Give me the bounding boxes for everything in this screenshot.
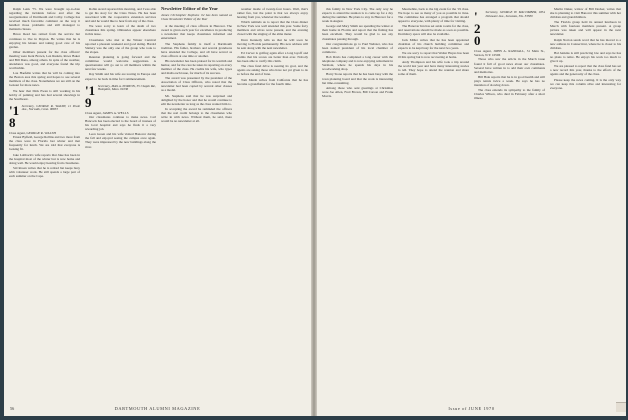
paragraph: The Stephens family is itself a Dartmouth tradition. His father, brothers and several grandsons have attended the College, and all have served as class officers at one time or another. <box>161 41 232 58</box>
right-column-1 <box>322 7 393 391</box>
class-heading <box>85 82 156 110</box>
paragraph: His newsletter has been praised for its warmth and humor, and for the care he takes in reporting on every member of the class. He credits his wife, who types and mails each issue, for much of its success. <box>161 58 232 76</box>
article-subheading: James Christopher Stephens '22 has been named as Class Newsletter Editor of the Year <box>161 13 232 22</box>
article-heading: Newsletter Editor of the Year <box>161 7 219 11</box>
class-secretary: Secretary, MAX A. NORTON, 55 Chapin Rd., Hampden, Mass. 01036 <box>97 83 156 92</box>
paragraph: George and Mary Smith are spending the winter at their home in Florida and report that the fishing has been excellent. They would be glad to see any classmates passing through. <box>322 24 393 41</box>
paragraph: Jack Miller writes that he has been appointed chairman of his church building committee and expects to be kept busy for the next two years. <box>398 37 469 50</box>
paragraph: Those who saw the article in the March issue found it full of good news about our classmates. Several have written in to add their own comments and memories. <box>474 57 545 74</box>
paragraph: this family in New York City. The only way he expects to attend the reunion is to come up for a day during the summer. He plans to stay in Hanover for a week in August. <box>322 7 393 24</box>
right-page <box>317 2 626 416</box>
paragraph: Sid Rosen writes that he is retired but keeps busy with volunteer work. He still spends a large part of each summer on the Cape. <box>9 165 80 179</box>
paragraph: Mr. Stephens said that he was surprised and delighted by the honor and that he would continue to edit the newsletter as long as the class wanted him to. <box>161 93 232 106</box>
class-year: '20 <box>474 9 481 48</box>
class-agent: Class Agent, JAMES A. WELLS <box>85 110 129 115</box>
left-page <box>4 2 311 416</box>
right-column-3 <box>474 7 545 391</box>
footer-left: DARTMOUTH ALUMNI MAGAZINE <box>114 406 201 411</box>
paragraph: Our congratulations go to Paul Webster, who has been named president of his local chamber of commerce. <box>322 41 393 54</box>
paragraph: weather inside of twenty-four hours. Well, that's rather fun, but the point is that we always enjoy hearing from you, whatever the weather. <box>237 7 308 20</box>
paragraph: Ed Carver is golfing again after a long layoff and claims that his scores are better than ever. Nobody has been able to verify this claim. <box>237 51 308 64</box>
left-column-4 <box>237 7 308 391</box>
class-secretary: Secretary, GEORGE R. WALSH, 11 Peale Ave., Norwalk, Conn. 06853 <box>21 103 80 112</box>
class-heading <box>9 102 80 130</box>
paragraph: The class extends its sympathy to the family of Charles Wilson, who died in February after a short illness. <box>474 88 545 101</box>
right-column-2 <box>398 7 469 391</box>
paragraph: The Florida group held its annual luncheon in March with fourteen members present. A group picture was taken and will appear in the next newsletter. <box>550 20 621 37</box>
paragraph: Which reminds us to report that the Class dinner in New York was well attended this year. Some forty members and wives were present, and the evening closed with the singing of the alma mater. <box>237 20 308 37</box>
paragraph: Among those who sent greetings at Christmas were Joe Allen, Fred Brown, Bill Carson and Frank Morris. <box>322 85 393 98</box>
paragraph: Jake Lubbock's wife reports that Jake has been in the hospital most of the winter but is now home and doing well. He would enjoy hearing from classmates. <box>9 152 80 165</box>
right-column-4 <box>550 7 621 391</box>
paragraph: Bruce Reed has retired from the service but continues to live in Dayton. He writes that he is enjoying his leisure and taking good care of his garden. <box>9 32 80 49</box>
paragraph: We are sorry to report that Walter Hayes has been ill this spring but is now recovering at home. <box>398 51 469 60</box>
paragraph: Tom Marsh writes from California that he has become a grandfather for the fourth time. <box>237 77 308 86</box>
paragraph: Please keep the news coming. It is the only way we can keep this column alive and interesting for everyone. <box>550 77 621 90</box>
paragraph: We hear that Dick Ewen is still working in his hobby of painting and has had several showings in the Southwest. <box>9 88 80 101</box>
paragraph: Harry Stone reports that he has been busy with the town planning board and that the work is interesting but time-consuming. <box>322 72 393 85</box>
paragraph: The award was presented by the president of the Association of Class Officers, who noted that the newsletter had been copied by several other classes as a model. <box>161 76 232 93</box>
paragraph: Other members present for the class officers' meeting were Kent Brown, Len Ruskin, Rowe Baker and Bill Dana, among others. In spite of the weather, attendance was good, and everyone found the trip worthwhile. <box>9 49 80 71</box>
footer-right: Issue of JUNE 1970 <box>448 406 495 411</box>
paragraph: Our classmates continue to make news. Carl Hancock has been elected to the board of trustees of his local hospital and says he finds it a very rewarding job. <box>85 114 156 132</box>
paragraph: Ralph Lenk '75. We were brought up-to-date regarding the incidents before and after the reorganization of Dartmouth and Colby. College has received much favorable comment on the way it handled those problems and still managed to maintain classes. <box>9 7 80 32</box>
paragraph: Classmates who met at the Winter Carnival reported a pleasant weekend and good skiing. Harold Slattery was the only one of the group who took to the slopes. <box>85 37 156 54</box>
paragraph: Hal Jenkins is still practicing law and says he has no plans to retire. He enjoys his work too much to give it up. <box>550 51 621 64</box>
class-agent: Class Agent, GEORGE R. WALSH <box>9 130 56 135</box>
class-year: '19 <box>85 82 96 110</box>
paragraph: The Hanover Inn has set aside rooms for the class, and reservations should be made as soon as possible. Dormitory space will also be available. <box>398 24 469 37</box>
paragraph: at the meeting of class officers in Hanover. The award is given each year for excellence in producing a newsletter that keeps classmates informed and entertained. <box>161 24 232 41</box>
class-agent: Class Agent, JOHN A. RANDALL, 31 Main St., Vernon, N.Y. 10506 <box>474 49 545 58</box>
page-corner-fold <box>616 402 626 412</box>
paragraph: Ernest Byfield, George Rollins and two more from the class were in Florida last winter and met frequently for lunch. We are told that everyone is looking fit. <box>9 135 80 152</box>
paragraph: Bob Davis has completed a long career with the telephone company and is now enjoying retirement in Vermont, where he spends his days in his woodworking shop. <box>322 55 393 72</box>
paragraph: We are pleased to report that the class fund has set a new record this year, thanks to the efforts of the agents and the generosity of the class. <box>550 64 621 77</box>
left-column-3 <box>161 7 232 391</box>
paragraph: Bill Hale reports that he is in good health and still plays tennis twice a week. He says he has no intention of slowing down. <box>474 74 545 87</box>
left-column-1 <box>9 7 80 391</box>
left-column-2 <box>85 7 156 391</box>
paragraph: Martin Daker, widow of Bill Decker, writes that she is planning to visit Hanover this summer with her children and grandchildren. <box>550 7 621 20</box>
paragraph: Lou Haefelin writes that he will be coming into the Boston area this spring and hopes to see several members of the class. Nonetheless we are still on the lookout for more news. <box>9 71 80 88</box>
paragraph: Reunion planning is going forward and the committee would welcome suggestions. A questionnaire will go out to all members within the next few weeks. <box>85 55 156 72</box>
paragraph: Ray Smith and his wife are touring in Europe and expect to be back in time for Commencement. <box>85 72 156 81</box>
paragraph: Leon Green and his wife visited Hanover during the fall and enjoyed seeing the campus once again. They were impressed by the new buildings along the river. <box>85 132 156 149</box>
page-number-left: 56 <box>10 406 15 411</box>
paragraph: Ralph Norton sends word that he has moved to a new address in Connecticut, where he is closer to his children. <box>550 37 621 50</box>
paragraph: Dave Kennedy tells us that he will soon be moving to Florida permanently. His new address will be sent along with the next newsletter. <box>237 37 308 50</box>
paragraph: Robin Acard reported this morning, and I was able to get his story for the Class Notes. He has been associated with the cooperative extension services and said he would like to hear from any of the class. <box>85 7 156 24</box>
paragraph: Meanwhile, back to the big event for the '19 class. We hope to see as many of you as possible in June. The committee has arranged a program that should appeal to everyone, with plenty of time for visiting. <box>398 7 469 24</box>
paragraph: In accepting the award he reminded the officers that the real credit belongs to the classmates who write in with news. Without them, he said, there would be no newsletter at all. <box>161 106 232 124</box>
paragraph: We were sorry to learn of the death of two classmates this spring. Obituaries appear elsewhere in this issue. <box>85 24 156 37</box>
paragraph: Andy Thompson and his wife took a trip around the world last year and have many interesting stories to tell. They hope to attend the reunion and share some of them. <box>398 60 469 77</box>
class-heading <box>474 11 545 47</box>
class-secretary: Secretary, GEORGE H. MACOMBER, 1854 Delaware Ave., Sarasota, Fla. 33580 <box>485 10 545 18</box>
paragraph: The class fund drive is nearing its goal, and the agents are asking those who have not yet given to do so before the end of June. <box>237 64 308 77</box>
class-year: '18 <box>9 102 20 130</box>
